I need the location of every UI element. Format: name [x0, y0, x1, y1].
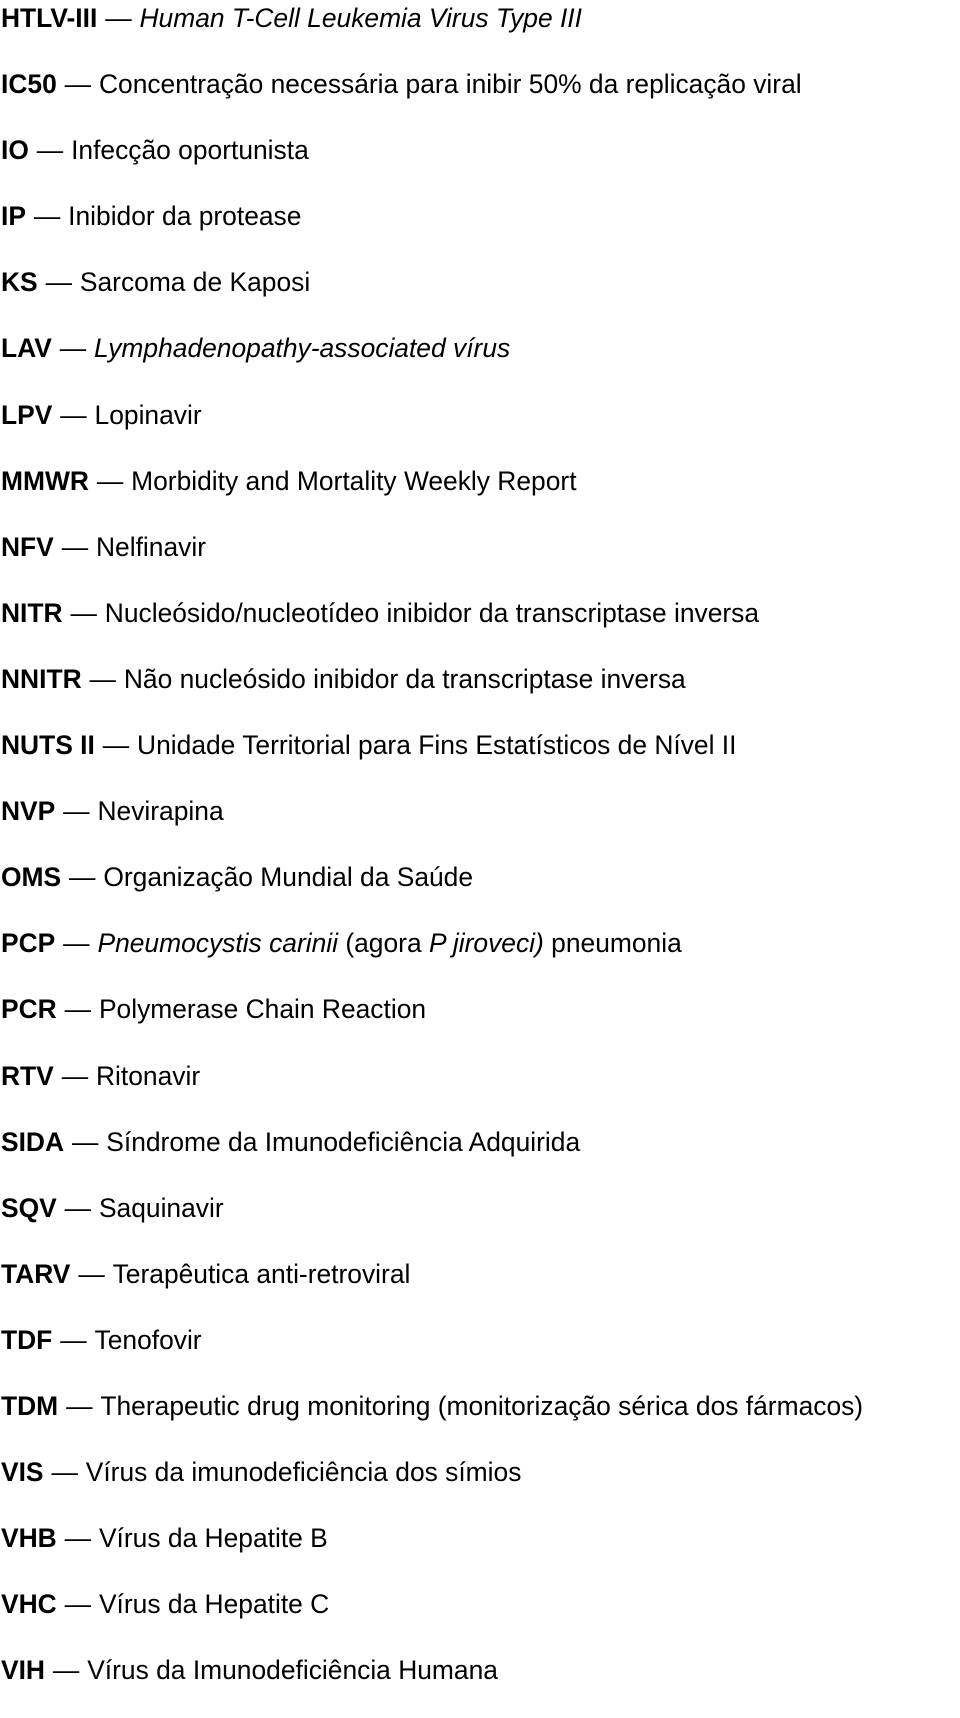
- abbreviation-definition: Tenofovir: [94, 1324, 202, 1355]
- abbreviation-entry: [1, 264, 959, 330]
- abbreviation-definition: Saquinavir: [98, 1192, 224, 1223]
- abbreviation-term: NUTS II: [1, 730, 95, 761]
- abbreviation-term: IO: [1, 135, 29, 166]
- abbreviation-definition: Sarcoma de Kaposi: [79, 267, 311, 298]
- abbreviation-entry: [1, 132, 959, 198]
- abbreviation-definition: Polymerase Chain Reaction: [98, 994, 427, 1025]
- abbreviation-term: NITR: [1, 597, 63, 628]
- abbreviation-entry: [1, 1652, 959, 1718]
- em-dash-separator: —: [69, 862, 96, 893]
- abbreviation-entry: [1, 463, 959, 529]
- em-dash-separator: —: [64, 69, 92, 100]
- abbreviation-term: LPV: [1, 399, 53, 430]
- abbreviation-entry: [1, 661, 959, 727]
- abbreviation-term: IC50: [1, 69, 57, 100]
- em-dash-separator: —: [33, 201, 61, 232]
- abbreviation-term: NNITR: [1, 663, 82, 694]
- abbreviation-term: OMS: [1, 862, 62, 893]
- abbreviation-term: SQV: [1, 1192, 57, 1223]
- abbreviation-definition: Não nucleósido inibidor da transcriptase inversa: [123, 663, 686, 694]
- abbreviation-term: KS: [1, 267, 38, 298]
- abbreviation-term: IP: [1, 201, 26, 232]
- abbreviation-definition: Nevirapina: [97, 796, 224, 827]
- em-dash-separator: —: [64, 994, 92, 1025]
- em-dash-separator: —: [59, 333, 87, 364]
- abbreviation-term: VIH: [1, 1655, 45, 1686]
- abbreviation-definition: (agora: [338, 928, 429, 959]
- abbreviation-entry: [1, 595, 959, 661]
- abbreviation-term: VHC: [1, 1589, 57, 1620]
- abbreviation-term: NFV: [1, 531, 54, 562]
- abbreviation-definition: Ritonavir: [96, 1060, 201, 1091]
- abbreviation-entry: [1, 1256, 959, 1322]
- em-dash-separator: —: [78, 1258, 105, 1289]
- em-dash-separator: —: [70, 597, 97, 628]
- abbreviation-definition: Pneumocystis carinii: [97, 928, 338, 959]
- abbreviation-definition: Therapeutic drug monitoring (monitorização sérica dos fármacos): [100, 1390, 864, 1421]
- abbreviation-entry: [1, 1124, 959, 1190]
- abbreviation-term: LAV: [1, 333, 52, 364]
- abbreviation-term: TARV: [1, 1258, 71, 1289]
- em-dash-separator: —: [52, 1655, 80, 1686]
- abbreviation-definition: Concentração necessária para inibir 50% da replicação viral: [98, 69, 802, 100]
- em-dash-separator: —: [96, 465, 124, 496]
- abbreviation-term: TDF: [1, 1324, 53, 1355]
- abbreviation-definition: Vírus da Hepatite B: [98, 1523, 328, 1554]
- em-dash-separator: —: [64, 1192, 92, 1223]
- abbreviation-entry: [1, 0, 959, 66]
- em-dash-separator: —: [60, 399, 87, 430]
- abbreviation-entry: [1, 991, 959, 1057]
- abbreviation-list: [1, 0, 959, 1718]
- em-dash-separator: —: [45, 267, 72, 298]
- abbreviation-definition: Morbidity and Mortality Weekly Report: [131, 465, 577, 496]
- em-dash-separator: —: [61, 531, 89, 562]
- abbreviation-entry: [1, 859, 959, 925]
- em-dash-separator: —: [64, 1523, 92, 1554]
- abbreviation-term: PCP: [1, 928, 56, 959]
- abbreviation-entry: [1, 1190, 959, 1256]
- em-dash-separator: —: [105, 3, 132, 33]
- em-dash-separator: —: [89, 663, 116, 694]
- abbreviation-definition: Nelfinavir: [96, 531, 206, 562]
- abbreviation-definition: Síndrome da Imunodeficiência Adquirida: [106, 1126, 581, 1157]
- abbreviation-term: VIS: [1, 1457, 44, 1488]
- abbreviation-definition: Vírus da Hepatite C: [98, 1589, 330, 1620]
- abbreviation-term: NVP: [1, 796, 56, 827]
- em-dash-separator: —: [66, 1390, 93, 1421]
- abbreviation-term: RTV: [1, 1060, 54, 1091]
- abbreviation-definition: Infecção oportunista: [71, 135, 309, 166]
- em-dash-separator: —: [63, 928, 90, 959]
- abbreviation-entry: [1, 198, 959, 264]
- abbreviation-term: HTLV-III: [1, 3, 98, 33]
- em-dash-separator: —: [63, 796, 90, 827]
- abbreviation-definition: Lopinavir: [94, 399, 202, 430]
- abbreviation-entry: [1, 1520, 959, 1586]
- abbreviation-definition: Nucleósido/nucleotídeo inibidor da transcriptase inversa: [104, 597, 760, 628]
- abbreviation-definition: Human T-Cell Leukemia Virus Type III: [139, 3, 582, 33]
- abbreviation-entry: [1, 330, 959, 396]
- em-dash-separator: —: [61, 1060, 89, 1091]
- abbreviation-entry: [1, 1322, 959, 1388]
- abbreviation-definition: pneumonia: [543, 928, 682, 959]
- abbreviation-entry: [1, 1388, 959, 1454]
- abbreviation-entry: [1, 1454, 959, 1520]
- abbreviation-definition: Vírus da imunodeficiência dos símios: [85, 1457, 522, 1488]
- abbreviation-term: SIDA: [1, 1126, 65, 1157]
- abbreviation-definition: Vírus da Imunodeficiência Humana: [87, 1655, 498, 1686]
- abbreviation-entry: [1, 397, 959, 463]
- abbreviation-entry: [1, 66, 959, 132]
- em-dash-separator: —: [64, 1589, 92, 1620]
- em-dash-separator: —: [71, 1126, 99, 1157]
- em-dash-separator: —: [51, 1457, 78, 1488]
- abbreviation-definition: Unidade Territorial para Fins Estatísticos de Nível II: [137, 730, 737, 761]
- em-dash-separator: —: [102, 730, 130, 761]
- abbreviation-term: MMWR: [1, 465, 89, 496]
- abbreviation-entry: [1, 1058, 959, 1124]
- abbreviation-entry: [1, 1586, 959, 1652]
- abbreviation-term: VHB: [1, 1523, 57, 1554]
- abbreviation-definition: Terapêutica anti-retroviral: [112, 1258, 411, 1289]
- abbreviation-term: PCR: [1, 994, 57, 1025]
- abbreviation-entry: [1, 529, 959, 595]
- abbreviation-definition: Lymphadenopathy-associated vírus: [94, 333, 511, 364]
- abbreviation-definition: Organização Mundial da Saúde: [103, 862, 474, 893]
- abbreviation-entry: [1, 793, 959, 859]
- abbreviation-definition: P jiroveci): [428, 928, 544, 959]
- abbreviation-entry: [1, 925, 959, 991]
- abbreviation-term: TDM: [1, 1390, 59, 1421]
- abbreviation-definition: Inibidor da protease: [68, 201, 302, 232]
- abbreviation-entry: [1, 727, 959, 793]
- em-dash-separator: —: [36, 135, 64, 166]
- em-dash-separator: —: [60, 1324, 87, 1355]
